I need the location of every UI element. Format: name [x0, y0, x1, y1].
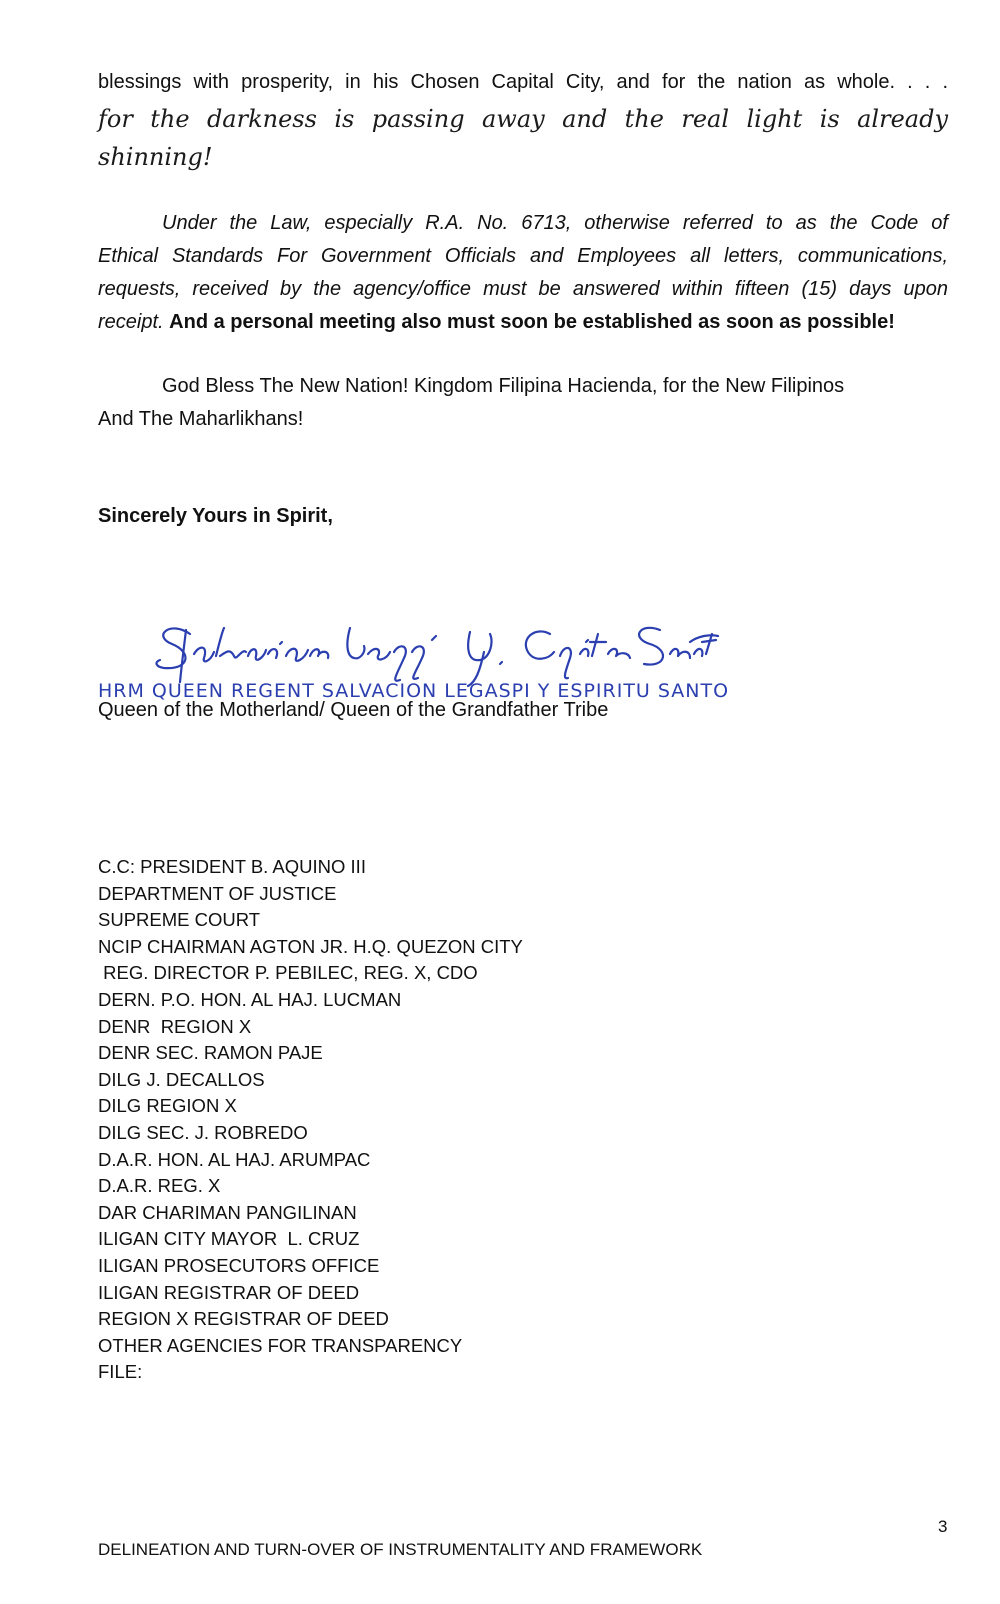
cc-item: ILIGAN REGISTRAR OF DEED [98, 1281, 360, 1303]
cc-item: DEPARTMENT OF JUSTICE [98, 882, 337, 904]
cc-item: ILIGAN CITY MAYOR L. CRUZ [98, 1228, 360, 1250]
cc-item: DAR CHARIMAN PANGILINAN [98, 1201, 357, 1223]
blessing-line-1: God Bless The New Nation! Kingdom Filipina Hacienda, for the New Filipinos [162, 375, 845, 397]
footer-title: DELINEATION AND TURN-OVER OF INSTRUMENTALITY AND FRAMEWORK [98, 1540, 703, 1559]
law-meeting-text: And a personal meeting also must soon be established as soon as possible! [169, 311, 895, 333]
body-line-blessings: blessings with prosperity, in his Chosen Capital City, and for the nation as whole. . . . [98, 71, 948, 93]
script-quote-line-2: shinning! [98, 143, 213, 171]
cc-item: ILIGAN PROSECUTORS OFFICE [98, 1254, 380, 1276]
script-quote-line-1: for the darkness is passing away and the real light is already [98, 105, 948, 133]
closing-salutation: Sincerely Yours in Spirit, [98, 505, 333, 527]
cc-item: FILE: [98, 1361, 143, 1383]
cc-item: DENR REGION X [98, 1015, 252, 1037]
cc-item: SUPREME COURT [98, 909, 261, 931]
signatory-printed-name: HRM QUEEN REGENT SALVACION LEGASPI Y ESPIRITU SANTO [98, 680, 730, 702]
cc-item: REGION X REGISTRAR OF DEED [98, 1308, 389, 1330]
law-paragraph-line-2: Ethical Standards For Government Officials and Employees all letters, communications, [98, 245, 948, 267]
cc-item: NCIP CHAIRMAN AGTON JR. H.Q. QUEZON CITY [98, 935, 523, 957]
cc-item: DILG SEC. J. ROBREDO [98, 1121, 308, 1143]
cc-item: D.A.R. HON. AL HAJ. ARUMPAC [98, 1148, 371, 1170]
signatory-title: Queen of the Motherland/ Queen of the Grandfather Tribe [98, 699, 609, 721]
law-paragraph-line-1: Under the Law, especially R.A. No. 6713, otherwise referred to as the Code of [162, 212, 948, 234]
law-paragraph-line-4 [98, 306, 895, 339]
cc-item: DENR SEC. RAMON PAJE [98, 1042, 323, 1064]
law-receipt-text: receipt. [98, 311, 164, 333]
cc-item: REG. DIRECTOR P. PEBILEC, REG. X, CDO [98, 962, 478, 984]
cc-list [98, 854, 523, 1386]
cc-item: C.C: PRESIDENT B. AQUINO III [98, 856, 366, 877]
cc-item: D.A.R. REG. X [98, 1175, 221, 1197]
cc-item: DILG REGION X [98, 1095, 237, 1117]
blessing-line-2: And The Maharlikhans! [98, 408, 304, 430]
cc-item: DILG J. DECALLOS [98, 1068, 265, 1090]
page-number: 3 [938, 1517, 948, 1536]
cc-item: OTHER AGENCIES FOR TRANSPARENCY [98, 1334, 463, 1356]
cc-item: DERN. P.O. HON. AL HAJ. LUCMAN [98, 988, 402, 1010]
law-paragraph-line-3: requests, received by the agency/office must be answered within fifteen (15) days upon [98, 278, 948, 300]
